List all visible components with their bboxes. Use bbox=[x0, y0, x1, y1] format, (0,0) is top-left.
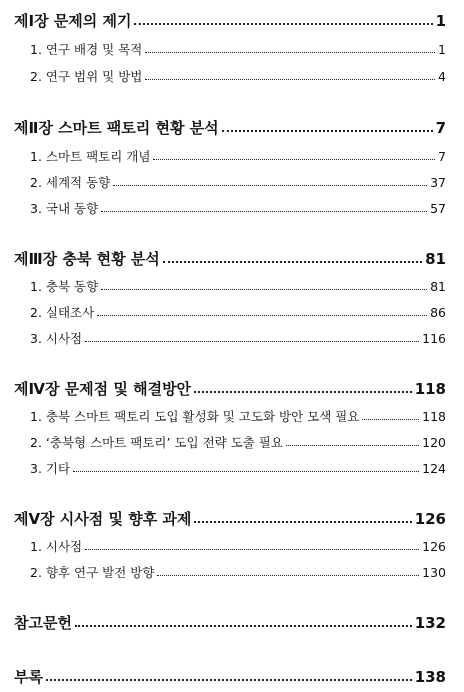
toc-chapter-4 bbox=[0, 378, 464, 399]
toc-section-3-1 bbox=[0, 277, 464, 295]
toc-entry-title: 제Ⅰ장 문제의 제기 bbox=[14, 12, 132, 30]
dot-leader bbox=[134, 23, 432, 25]
toc-entry-title: 1. 시사점 bbox=[30, 539, 83, 554]
toc-entry-title: 2. ‘충북형 스마트 팩토리’ 도입 전략 도출 필요 bbox=[30, 435, 283, 450]
dot-leader bbox=[113, 185, 427, 186]
toc-page-number: 124 bbox=[422, 461, 446, 476]
toc-entry-title: 2. 세계적 동향 bbox=[30, 175, 111, 190]
dot-leader bbox=[75, 625, 412, 627]
toc-entry-title: 2. 연구 범위 및 방법 bbox=[30, 69, 143, 84]
dot-leader bbox=[222, 130, 433, 132]
dot-leader bbox=[153, 159, 435, 160]
toc-entry-title: 2. 실태조사 bbox=[30, 305, 95, 320]
dot-leader bbox=[194, 391, 412, 393]
dot-leader bbox=[73, 471, 419, 472]
toc-page-number: 138 bbox=[414, 668, 446, 686]
toc-entry-title: 1. 충북 동향 bbox=[30, 279, 99, 294]
toc-section-5-2 bbox=[0, 563, 464, 581]
toc-page-number: 132 bbox=[414, 614, 446, 632]
toc-entry-title: 3. 국내 동향 bbox=[30, 201, 99, 216]
toc-section-2-1 bbox=[0, 147, 464, 165]
dot-leader bbox=[145, 79, 435, 80]
dot-leader bbox=[101, 211, 427, 212]
toc-page-number: 116 bbox=[422, 331, 446, 346]
toc-page-number: 57 bbox=[430, 201, 446, 216]
dot-leader bbox=[101, 289, 427, 290]
toc-page-number: 81 bbox=[430, 279, 446, 294]
toc-chapter-1 bbox=[0, 10, 464, 31]
toc-entry-title: 2. 향후 연구 발전 방향 bbox=[30, 565, 155, 580]
toc-entry-title: 3. 기타 bbox=[30, 461, 71, 476]
toc-entry-title: 제Ⅱ장 스마트 팩토리 현황 분석 bbox=[14, 119, 219, 137]
toc-section-3-3 bbox=[0, 329, 464, 347]
toc-section-1-1 bbox=[0, 40, 464, 58]
toc-page-number: 130 bbox=[422, 565, 446, 580]
toc-section-1-2 bbox=[0, 67, 464, 85]
toc-page-number: 118 bbox=[422, 409, 446, 424]
dot-leader bbox=[97, 315, 427, 316]
toc-entry-title: 3. 시사점 bbox=[30, 331, 83, 346]
toc-section-2-3 bbox=[0, 199, 464, 217]
toc-page-number: 1 bbox=[438, 42, 446, 57]
toc-entry-title: 1. 충북 스마트 팩토리 도입 활성화 및 고도화 방안 모색 필요 bbox=[30, 409, 360, 424]
toc-section-2-2 bbox=[0, 173, 464, 191]
toc-section-5-1 bbox=[0, 537, 464, 555]
dot-leader bbox=[85, 341, 419, 342]
dot-leader bbox=[85, 549, 419, 550]
toc-entry-title: 참고문헌 bbox=[14, 614, 72, 632]
toc-page-number: 7 bbox=[435, 119, 446, 137]
toc-section-3-2 bbox=[0, 303, 464, 321]
dot-leader bbox=[362, 419, 419, 420]
toc-page-number: 1 bbox=[435, 12, 446, 30]
toc-page-number: 118 bbox=[414, 380, 446, 398]
toc-references bbox=[0, 612, 464, 633]
toc-entry-title: 제Ⅴ장 시사점 및 향후 과제 bbox=[14, 510, 192, 528]
dot-leader bbox=[157, 575, 419, 576]
toc-section-4-2 bbox=[0, 433, 464, 451]
toc-entry-title: 제Ⅳ장 문제점 및 해결방안 bbox=[14, 380, 192, 398]
dot-leader bbox=[163, 261, 422, 263]
toc-page-number: 81 bbox=[425, 250, 446, 268]
toc-chapter-2 bbox=[0, 117, 464, 138]
toc-page-number: 126 bbox=[414, 510, 446, 528]
toc-page-number: 126 bbox=[422, 539, 446, 554]
toc-section-4-3 bbox=[0, 459, 464, 477]
toc-page-number: 4 bbox=[438, 69, 446, 84]
dot-leader bbox=[286, 445, 419, 446]
dot-leader bbox=[46, 679, 412, 681]
toc-appendix bbox=[0, 666, 464, 687]
toc-page-number: 86 bbox=[430, 305, 446, 320]
toc-page-number: 120 bbox=[422, 435, 446, 450]
dot-leader bbox=[145, 52, 435, 53]
dot-leader bbox=[194, 521, 411, 523]
toc-entry-title: 부록 bbox=[14, 668, 43, 686]
toc-entry-title: 1. 연구 배경 및 목적 bbox=[30, 42, 143, 57]
toc-section-4-1 bbox=[0, 407, 464, 425]
toc-page-number: 7 bbox=[438, 149, 446, 164]
toc-chapter-5 bbox=[0, 508, 464, 529]
toc-entry-title: 제Ⅲ장 충북 현황 분석 bbox=[14, 250, 160, 268]
toc-page-number: 37 bbox=[430, 175, 446, 190]
toc-entry-title: 1. 스마트 팩토리 개념 bbox=[30, 149, 151, 164]
toc-chapter-3 bbox=[0, 248, 464, 269]
